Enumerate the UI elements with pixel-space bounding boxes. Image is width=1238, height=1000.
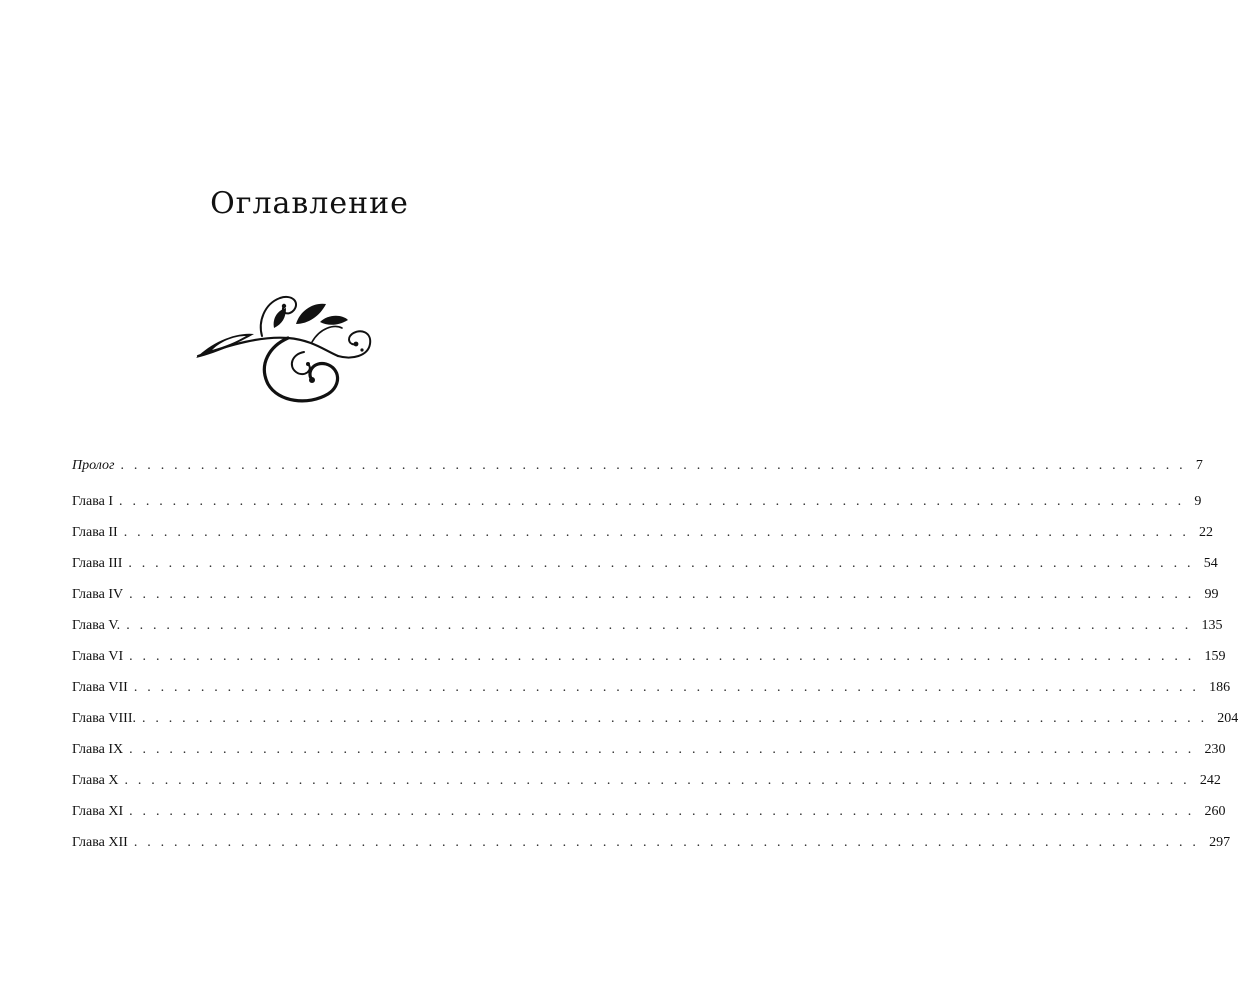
toc-page-number: 230 xyxy=(1204,742,1226,757)
toc-row[interactable] xyxy=(72,649,1226,680)
toc-entry-title: Глава III xyxy=(72,556,123,571)
toc-entry-title: Глава I xyxy=(72,494,114,509)
toc-row[interactable] xyxy=(72,742,1226,773)
toc-page-number: 260 xyxy=(1204,804,1226,819)
toc-leader-dots: . . . . . . . . . . . . . . . . . . . . . . . . . . . . . . . . . . . . . . . . . . . . . . . . . . . . . . . . . . . . . . . . . . . . . . . . . . . . . . . . xyxy=(129,742,1195,757)
toc-row[interactable] xyxy=(72,773,1221,804)
toc-row[interactable] xyxy=(72,618,1223,649)
toc-leader-dots: . . . . . . . . . . . . . . . . . . . . . . . . . . . . . . . . . . . . . . . . . . . . . . . . . . . . . . . . . . . . . . . . . . . . . . . . . . . . . . . . xyxy=(129,649,1195,664)
toc-leader-dots: . . . . . . . . . . . . . . . . . . . . . . . . . . . . . . . . . . . . . . . . . . . . . . . . . . . . . . . . . . . . . . . . . . . . . . . . . . . . . . . . xyxy=(141,711,1208,726)
toc-leader-dots: . . . . . . . . . . . . . . . . . . . . . . . . . . . . . . . . . . . . . . . . . . . . . . . . . . . . . . . . . . . . . . . . . . . . . . . . . . . . . . . . xyxy=(119,494,1185,509)
toc-row[interactable] xyxy=(72,804,1226,835)
toc-entry-title: Глава IX xyxy=(72,742,124,757)
toc-row[interactable] xyxy=(72,835,1231,866)
toc-entry-title: Глава V. xyxy=(72,618,121,633)
page-title: Оглавление xyxy=(210,186,409,221)
toc-row[interactable] xyxy=(72,711,1238,742)
toc-row[interactable] xyxy=(72,458,1203,494)
toc-leader-dots: . . . . . . . . . . . . . . . . . . . . . . . . . . . . . . . . . . . . . . . . . . . . . . . . . . . . . . . . . . . . . . . . . . . . . . . . . . . . . . . . xyxy=(128,556,1194,571)
toc-entry-title: Глава X xyxy=(72,773,119,788)
toc-page-number: 186 xyxy=(1209,680,1231,695)
toc-entry-title: Глава XI xyxy=(72,804,124,819)
toc-page-number: 9 xyxy=(1194,494,1202,509)
toc-row[interactable] xyxy=(72,525,1214,556)
toc-row[interactable] xyxy=(72,587,1219,618)
toc-page-number: 54 xyxy=(1203,556,1218,571)
toc-entry-title: Глава XII xyxy=(72,835,128,850)
toc-row[interactable] xyxy=(72,680,1231,711)
toc-page-number: 135 xyxy=(1201,618,1223,633)
toc-page-number: 297 xyxy=(1209,835,1231,850)
toc-entry-title: Глава VIII. xyxy=(72,711,136,726)
toc-entry-title: Глава VI xyxy=(72,649,124,664)
toc-page-number: 159 xyxy=(1204,649,1226,664)
toc-page-number: 204 xyxy=(1217,711,1238,726)
toc-page-number: 7 xyxy=(1195,458,1203,473)
toc-leader-dots: . . . . . . . . . . . . . . . . . . . . . . . . . . . . . . . . . . . . . . . . . . . . . . . . . . . . . . . . . . . . . . . . . . . . . . . . . . . . . . . . xyxy=(133,835,1200,850)
toc-entry-title: Глава IV xyxy=(72,587,124,602)
toc-page-number: 99 xyxy=(1204,587,1219,602)
toc-leader-dots: . . . . . . . . . . . . . . . . . . . . . . . . . . . . . . . . . . . . . . . . . . . . . . . . . . . . . . . . . . . . . . . . . . . . . . . . . . . . . . . . xyxy=(120,458,1186,473)
toc-leader-dots: . . . . . . . . . . . . . . . . . . . . . . . . . . . . . . . . . . . . . . . . . . . . . . . . . . . . . . . . . . . . . . . . . . . . . . . . . . . . . . . . xyxy=(124,773,1190,788)
toc-row[interactable] xyxy=(72,494,1202,525)
toc-leader-dots: . . . . . . . . . . . . . . . . . . . . . . . . . . . . . . . . . . . . . . . . . . . . . . . . . . . . . . . . . . . . . . . . . . . . . . . . . . . . . . . . xyxy=(129,587,1195,602)
toc-page-number: 22 xyxy=(1199,525,1214,540)
toc-page-number: 242 xyxy=(1199,773,1221,788)
toc-leader-dots: . . . . . . . . . . . . . . . . . . . . . . . . . . . . . . . . . . . . . . . . . . . . . . . . . . . . . . . . . . . . . . . . . . . . . . . . . . . . . . . . xyxy=(123,525,1190,540)
toc-row[interactable] xyxy=(72,556,1218,587)
table-of-contents xyxy=(72,458,1238,866)
toc-entry-title: Глава VII xyxy=(72,680,128,695)
toc-entry-title: Пролог xyxy=(72,458,115,473)
toc-entry-title: Глава II xyxy=(72,525,118,540)
toc-leader-dots: . . . . . . . . . . . . . . . . . . . . . . . . . . . . . . . . . . . . . . . . . . . . . . . . . . . . . . . . . . . . . . . . . . . . . . . . . . . . . . . . xyxy=(126,618,1192,633)
toc-leader-dots: . . . . . . . . . . . . . . . . . . . . . . . . . . . . . . . . . . . . . . . . . . . . . . . . . . . . . . . . . . . . . . . . . . . . . . . . . . . . . . . . xyxy=(129,804,1195,819)
floral-flourish-icon xyxy=(192,284,378,410)
toc-leader-dots: . . . . . . . . . . . . . . . . . . . . . . . . . . . . . . . . . . . . . . . . . . . . . . . . . . . . . . . . . . . . . . . . . . . . . . . . . . . . . . . . xyxy=(133,680,1200,695)
